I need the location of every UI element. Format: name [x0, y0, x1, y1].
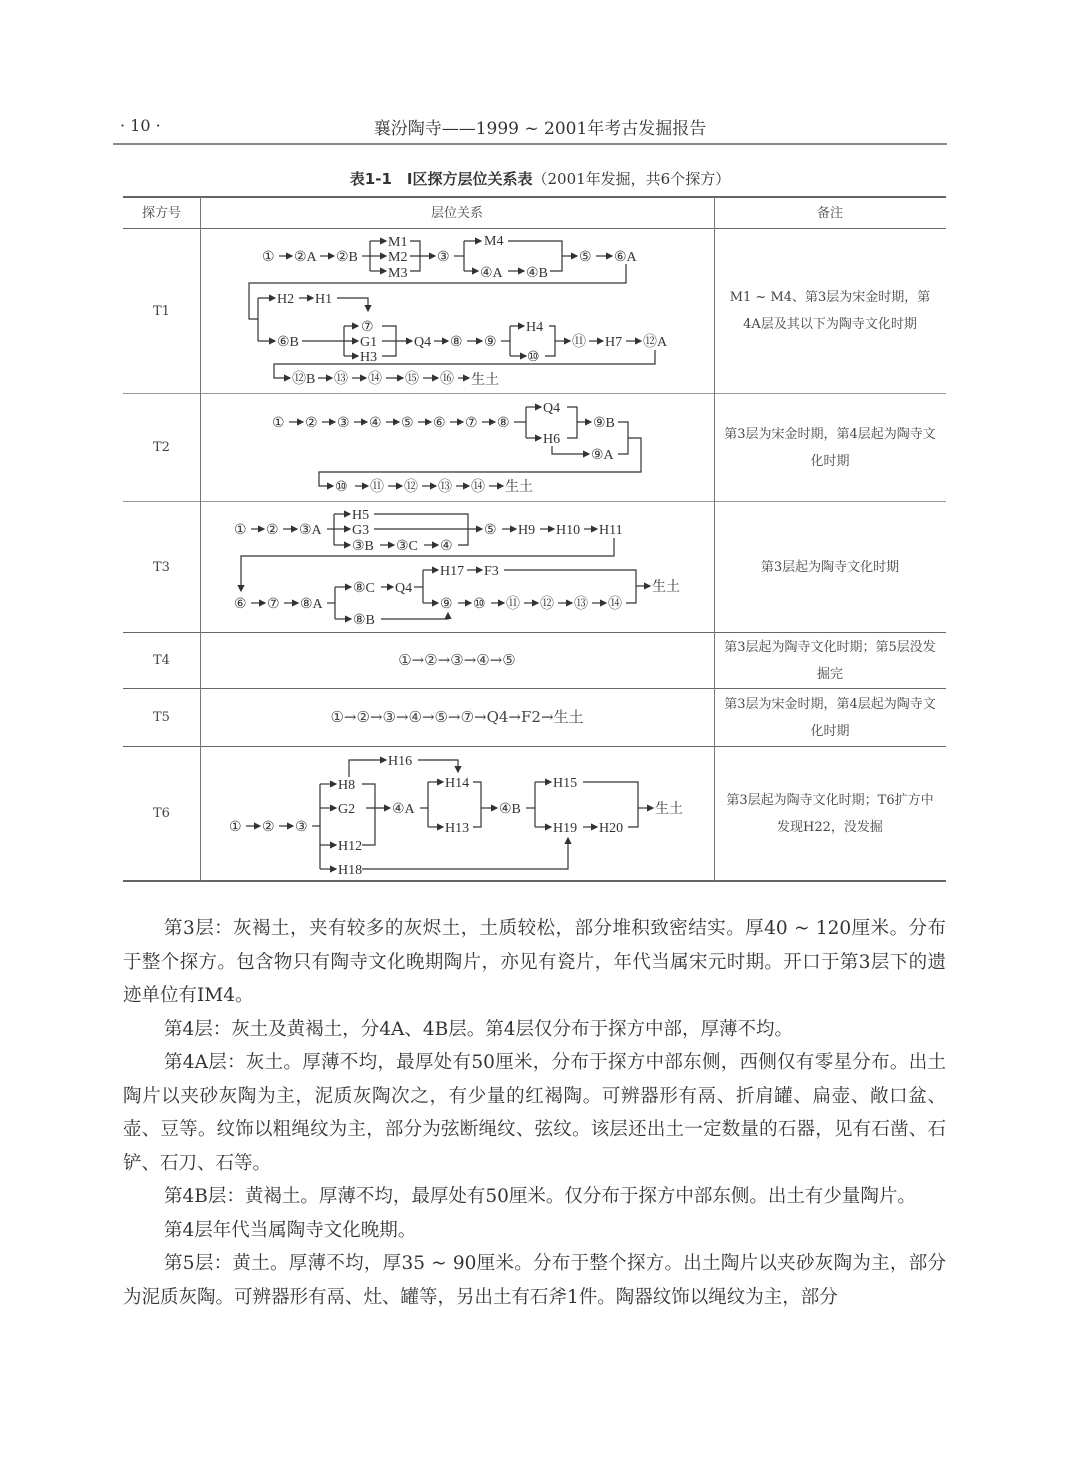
- node: H1: [315, 292, 333, 307]
- node: ⑧: [497, 416, 510, 431]
- node: ①: [262, 250, 275, 265]
- paragraph: 第4A层：灰土。厚薄不均，最厚处有50厘米，分布于探方中部东侧，西侧仅有零星分布。出土陶片以夹砂灰陶为主，泥质灰陶次之，有少量的红褐陶。可辨器形有鬲、折肩罐、扁壶、敞口盆、壶、豆等。纹饰以粗绳纹为主，部分为弦断绳纹、弦纹。该层还出土一定数量的石器，见有石凿、石铲、石刀、石等。: [123, 1052, 946, 1174]
- node: ⑧A: [300, 597, 323, 612]
- column-header-notes: 备注: [816, 205, 843, 221]
- node: ⑩: [473, 597, 486, 612]
- node: ⑥: [234, 597, 247, 612]
- node: ③: [295, 820, 308, 835]
- trench-id: T5: [153, 710, 170, 725]
- node: ⑥: [433, 416, 446, 431]
- node: ①: [272, 416, 285, 431]
- trench-id: T4: [153, 653, 170, 668]
- paragraph: 第4B层：黄褐土。厚薄不均，最厚处有50厘米。仅分布于探方中部东侧。出土有少量陶片。: [164, 1186, 916, 1207]
- node: ⑬: [438, 480, 452, 495]
- table-caption-note: （2001年发掘，共6个探方）: [532, 170, 731, 188]
- paragraph: 第4层年代当属陶寺文化晚期。: [164, 1219, 417, 1241]
- paragraph: 第5层：黄土。厚薄不均，厚35 ~ 90厘米。分布于整个探方。出土陶片以夹砂灰陶为主，部分为泥质灰陶。可辨器形有鬲、灶、罐等，另出土有石斧1件。陶器纹饰以绳纹为主，部分: [123, 1253, 946, 1308]
- node: ⑦: [361, 320, 374, 335]
- node: ⑫: [540, 597, 554, 612]
- node: ②: [305, 416, 318, 431]
- node: G3: [352, 523, 370, 538]
- node: ⑥A: [614, 250, 637, 265]
- diagram-t3: [234, 508, 680, 628]
- trench-id: T3: [153, 559, 170, 575]
- diagram-t6: [229, 754, 683, 878]
- node: H16: [388, 754, 413, 769]
- node: ⑫A: [643, 335, 668, 350]
- node: ⑭: [368, 372, 382, 387]
- node: ⑪: [506, 597, 520, 612]
- paragraph: 第4层：灰土及黄褐土，分4A、4B层。第4层仅分布于探方中部，厚薄不均。: [164, 1018, 794, 1040]
- node: ⑯: [440, 372, 454, 387]
- node: ⑦: [267, 597, 280, 612]
- trench-note: 第3层为宋金时期，第4层起为陶寺文化时期: [724, 426, 936, 469]
- trench-note: 第3层起为陶寺文化时期；第5层没发掘完: [724, 639, 936, 682]
- trench-note: M1 ~ M4、第3层为宋金时期，第4A层及其以下为陶寺文化时期: [729, 290, 931, 332]
- trench-id: T2: [153, 440, 170, 455]
- node: ④B: [526, 266, 548, 281]
- node: ②: [262, 820, 275, 835]
- node: ④: [440, 539, 453, 554]
- node: ②A: [294, 250, 317, 265]
- node: H11: [599, 523, 623, 538]
- node: ⑨: [440, 597, 453, 612]
- node: 生土: [655, 802, 683, 817]
- node: H3: [360, 350, 378, 365]
- node: 生土: [652, 580, 680, 595]
- column-header-id: 探方号: [141, 205, 181, 221]
- running-title: 襄汾陶寺——1999 ~ 2001年考古发掘报告: [373, 119, 707, 139]
- trench-id: T1: [153, 303, 170, 319]
- node: ⑨A: [591, 448, 614, 463]
- node: ③: [337, 416, 350, 431]
- node: ⑦: [465, 416, 478, 431]
- diagram-t2: [272, 401, 641, 495]
- column-header-relations: 层位关系: [430, 205, 483, 221]
- sequence-t5: ①→②→③→④→⑤→⑦→Q4→F2→生土: [330, 708, 584, 726]
- node: ⑧B: [353, 613, 375, 628]
- node: G1: [360, 335, 378, 350]
- node: ⑫: [404, 480, 418, 495]
- node: ⑭: [608, 597, 622, 612]
- node: ⑥B: [277, 335, 299, 350]
- sequence-t4: ①→②→③→④→⑤: [398, 651, 516, 669]
- diagram-t1: [249, 234, 668, 388]
- node: H18: [338, 863, 363, 878]
- node: H9: [518, 523, 536, 538]
- node: M1: [388, 235, 408, 250]
- node: H4: [526, 320, 544, 335]
- node: ⑭: [471, 480, 485, 495]
- node: Q4: [414, 335, 432, 350]
- node: ⑫B: [292, 372, 316, 387]
- node: H10: [556, 523, 581, 538]
- node: ②: [266, 523, 279, 538]
- node: ③C: [396, 539, 418, 554]
- node: ②B: [336, 250, 358, 265]
- node: G2: [338, 802, 356, 817]
- node: H20: [599, 821, 624, 836]
- node: H19: [553, 821, 578, 836]
- node: ⑬: [334, 372, 348, 387]
- node: ⑪: [572, 335, 586, 350]
- node: ①: [229, 820, 242, 835]
- node: ⑨B: [593, 416, 615, 431]
- node: F3: [484, 564, 499, 579]
- node: M3: [388, 266, 408, 281]
- node: ⑤: [484, 523, 497, 538]
- node: Q4: [543, 401, 561, 416]
- node: ①: [234, 523, 247, 538]
- node: M2: [388, 250, 408, 265]
- table-caption-label: 表1-1 Ⅰ区探方层位关系表: [349, 170, 533, 188]
- node: ⑩: [335, 480, 348, 495]
- node: H5: [352, 508, 370, 523]
- trench-note: 第3层为宋金时期，第4层起为陶寺文化时期: [724, 696, 936, 739]
- node: H17: [440, 564, 465, 579]
- node: ④A: [392, 802, 415, 817]
- node: ④B: [499, 802, 521, 817]
- node: Q4: [395, 581, 413, 596]
- node: ⑬: [574, 597, 588, 612]
- node: ⑤: [579, 250, 592, 265]
- node: H6: [543, 432, 561, 447]
- trench-note: 第3层起为陶寺文化时期；T6扩方中发现H22，没发掘: [726, 792, 934, 835]
- node: H15: [553, 776, 578, 791]
- node: ⑤: [401, 416, 414, 431]
- node: ④: [369, 416, 382, 431]
- node: 生土: [505, 480, 533, 495]
- paragraph: 第3层：灰褐土，夹有较多的灰烬土，土质较松，部分堆积致密结实。厚40 ~ 120厘米。分布于整个探方。包含物只有陶寺文化晚期陶片，亦见有瓷片，年代当属宋元时期。开口于第3层下的遗迹单位有ⅠM4。: [123, 918, 946, 1006]
- node: ⑧: [450, 335, 463, 350]
- node: ⑨: [484, 335, 497, 350]
- node: 生土: [471, 373, 499, 388]
- node: H2: [277, 292, 295, 307]
- node: ⑪: [370, 480, 384, 495]
- page-number: · 10 ·: [120, 116, 161, 135]
- node: ③B: [352, 539, 374, 554]
- node: H8: [338, 778, 356, 793]
- node: H12: [338, 839, 363, 854]
- node: M4: [484, 234, 504, 249]
- node: H13: [445, 821, 470, 836]
- node: ④A: [480, 266, 503, 281]
- node: ⑧C: [353, 581, 375, 596]
- node: H14: [445, 776, 470, 791]
- trench-id: T6: [153, 806, 170, 821]
- trench-note: 第3层起为陶寺文化时期: [760, 559, 900, 575]
- node: ⑮: [405, 372, 419, 387]
- node: ③: [437, 250, 450, 265]
- body-text: [123, 912, 946, 1314]
- node: ⑩: [527, 350, 540, 365]
- node: ③A: [299, 523, 322, 538]
- node: H7: [605, 335, 623, 350]
